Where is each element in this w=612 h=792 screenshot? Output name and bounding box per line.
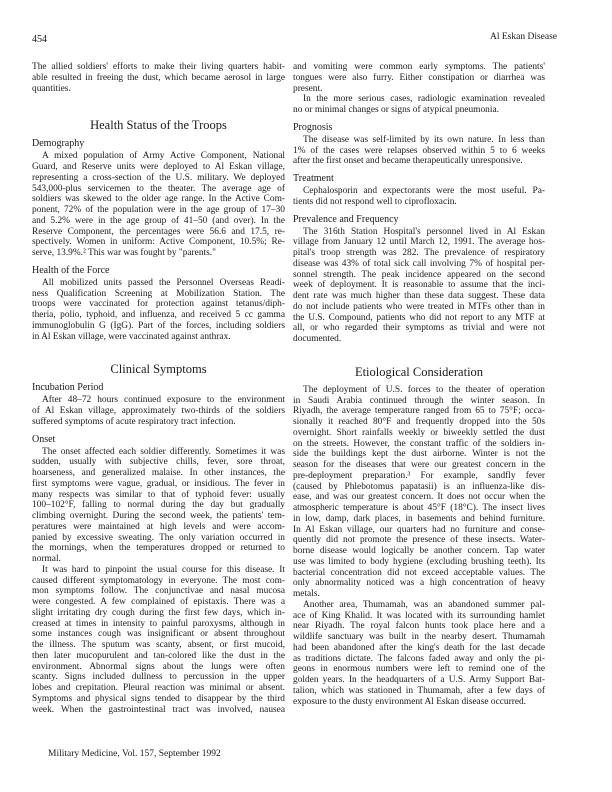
text-line: immunoglobulin G (IgG). Part of the forces, including soldiers: [32, 320, 285, 331]
section-title-health-status: Health Status of the Troops: [90, 118, 227, 133]
radiology-paragraph: [293, 94, 545, 116]
text-line: Another area, Thumamah, was an abandoned summer pal-: [303, 599, 545, 610]
section-title-etiological: Etiological Consideration: [354, 364, 484, 379]
text-line: peratures were maintained at high levels and were accom-: [32, 521, 285, 532]
onset-paragraph-2: [32, 565, 285, 716]
text-line: In Al Eskan village, our quarters had no furniture and conse-: [293, 524, 545, 535]
text-line: The 316th Station Hospital's personnel lived in Al Eskan: [303, 226, 545, 237]
text-line: in Al Eskan village, were vaccinated against anthrax.: [32, 331, 231, 342]
text-line: village from January 12 until March 12, 1991. The average hos-: [293, 237, 545, 248]
text-line: The onset affected each soldier differently. Sometimes it was: [42, 446, 285, 457]
text-line: The allied soldiers' efforts to make their living quarters habit-: [32, 62, 285, 72]
text-line: were congested. A few complained of epistaxis. There was a: [32, 597, 285, 607]
text-line: Reserve Component, the percentages were 56.6 and 17.5, re-: [32, 226, 285, 237]
text-line: environment. Abnormal signs about the lungs were often: [32, 661, 285, 672]
text-line: 100–102°F, falling to normal during the day but gradually: [32, 500, 285, 511]
text-line: present.: [293, 83, 323, 94]
text-line: The deployment of U.S. forces to the theater of operation: [303, 384, 545, 395]
text-line: and vomiting were common early symptoms. The patients': [293, 62, 545, 72]
text-line: tients did not respond well to ciprofloxacin.: [293, 196, 457, 207]
prognosis-paragraph: [293, 135, 545, 167]
text-line: wildlife sanctuary was built in the nearby desert. Thumamah: [293, 632, 545, 642]
etiological-paragraph-1: [293, 385, 545, 600]
text-line: and 5.2% were in the age group of 41–50 (and over). In the: [32, 215, 285, 226]
text-line: sonnel strength. The peak incidence appeared on the second: [293, 269, 545, 280]
subhead-health-of-force: Health of the Force: [32, 264, 110, 276]
text-line: It was hard to pinpoint the usual course for this disease. It: [42, 564, 285, 575]
text-line: After 48–72 hours continued exposure to the environment: [42, 395, 285, 406]
text-line: disease was 43% of total sick call involving 7% of hospital per-: [293, 258, 545, 269]
text-line: in low, damp, dark places, in basements and behind furniture.: [293, 513, 545, 524]
text-line: borne disease would logically be another concern. Tap water: [293, 546, 545, 556]
text-line: Symptoms and physical signs tended to disappear by the third: [32, 693, 285, 704]
text-line: on the streets. However, the constant traffic of the soldiers in-: [293, 438, 545, 449]
text-line: tongues were also furry. Either constipation or diarrhea was: [293, 72, 545, 83]
continuation-paragraph: [293, 62, 545, 94]
right-column: [293, 62, 545, 707]
text-line: scanty. Signs included dullness to percussion in the upper: [32, 672, 285, 683]
text-line: sionally it reached 80°F and frequently dropped into the 50s: [293, 417, 545, 427]
text-line: creased at times in intensity to painful paroxysms, although in: [32, 618, 285, 629]
text-line: spectively. Women in uniform: Active Component, 10.5%; Re-: [32, 237, 285, 248]
text-line: all, or who regarded their symptoms as trivial and were not: [293, 323, 545, 334]
text-line: hoarseness, and generalized malaise. In other instances, the: [32, 468, 285, 478]
text-line: no or minimal changes or signs of atypical pneumonia.: [293, 105, 499, 115]
text-line: documented.: [293, 334, 342, 344]
text-line: normal.: [32, 554, 61, 564]
text-line: some instances cough was insignificant or absent throughout: [32, 629, 285, 640]
text-line: of Al Eskan village, approximately two-thirds of the soldiers: [32, 406, 285, 416]
text-line: Guard, and Reserve units were deployed to Al Eskan village,: [32, 162, 285, 172]
subhead-demography: Demography: [32, 138, 85, 150]
running-head: Al Eskan Disease: [490, 32, 558, 42]
text-line: exposure to the dusty environment Al Eskan disease occurred.: [293, 696, 527, 707]
health-of-force-paragraph: [32, 278, 285, 343]
text-line: week. When the gastrointestinal tract was involved, nausea: [32, 704, 285, 715]
text-line: season for the diseases that were our greatest concern in the: [293, 460, 545, 470]
text-line: Cephalosporin and expectorants were the most useful. Pa-: [303, 186, 545, 196]
text-line: atmospheric temperature is about 45°F (18°C). The insect lives: [293, 503, 545, 513]
text-line: use was limited to body hygiene (excluding brushing teeth). Its: [293, 556, 545, 567]
text-line: ace of King Khalid. It was located with its surrounding hamlet: [293, 610, 545, 621]
text-line: slight irritating dry cough during the first few days, which in-: [32, 607, 285, 618]
text-line: many respects was similar to that of typhoid fever: usually: [32, 489, 285, 500]
text-line: The disease was self-limited by its own nature. In less than: [303, 134, 545, 145]
text-line: All mobilized units passed the Personnel Overseas Readi-: [42, 277, 285, 288]
text-line: after the first onset and became therapeutically unresponsive.: [293, 156, 523, 167]
onset-paragraph-1: [32, 447, 285, 565]
subhead-prognosis: Prognosis: [293, 121, 333, 133]
intro-paragraph: [32, 62, 285, 94]
section-title-clinical-symptoms: Clinical Symptoms: [110, 362, 207, 377]
text-line: lobes and crepitation. Pleural reaction was minimal or absent.: [32, 683, 285, 693]
page-number: 454: [32, 34, 47, 45]
text-line: talion, which was stationed in Thumamah, after a few days of: [293, 685, 545, 696]
text-line: panied by excessive sweating. The only variation occurred in: [32, 532, 285, 543]
text-line: had been abandoned after the king's death for the last decade: [293, 642, 545, 653]
text-line: able resulted in freeing the dust, which became aerosol in large: [32, 72, 285, 83]
text-line: A mixed population of Army Active Component, National: [42, 151, 285, 162]
text-line: side the buildings kept the dust airborne. Winter is not the: [293, 449, 545, 460]
text-line: golden years. In the headquarters of a U.S. Army Support Bat-: [293, 675, 545, 685]
text-line: caused different symptomatology in everyone. The most com-: [32, 575, 285, 586]
text-line: climbing overnight. During the second week, the patients' tem-: [32, 511, 285, 521]
demography-paragraph: [32, 151, 285, 259]
text-line: in Saudi Arabia continued through the winter season. In: [293, 395, 545, 406]
text-line: pital's troop strength was 282. The prevalence of respiratory: [293, 248, 545, 258]
text-line: mon symptoms follow. The conjunctivae and nasal mucosa: [32, 586, 285, 597]
text-line: bacterial concentration did not exceed acceptable values. The: [293, 567, 545, 578]
text-line: ness Qualification Screening at Mobilization Station. The: [32, 288, 285, 299]
text-line: overnight. Short rainfalls weekly or biweekly settled the dust: [293, 427, 545, 438]
text-line: soldiers was skewed to the older age range. In the Active Com-: [32, 194, 285, 205]
text-line: theria, polio, typhoid, and influenza, and received 5 cc gamma: [32, 310, 285, 320]
incubation-paragraph: [32, 395, 285, 427]
text-line: quently did not promote the presence of these insects. Water-: [293, 535, 545, 546]
text-line: then later mucopurulent and tan-colored like the dust in the: [32, 650, 285, 661]
text-line: ease, and was our greatest concern. It does not occur when the: [293, 492, 545, 503]
text-line: only abnormality noticed was a high concentration of heavy: [293, 578, 545, 589]
subhead-prevalence: Prevalence and Frequency: [293, 213, 399, 225]
text-line: the U.S. Compound, patients who did not report to any MTF at: [293, 312, 545, 323]
text-line: 543,000-plus servicemen to the theater. The average age of: [32, 183, 285, 194]
text-line: Riyadh, the average temperature ranged from 65 to 75°F; occa-: [293, 406, 545, 417]
subhead-incubation-period: Incubation Period: [32, 382, 104, 394]
text-line: the illness. The sputum was scanty, absent, or first mucoid,: [32, 640, 285, 650]
text-line: (caused by Phlebotomus papatasii) is an influenza-like dis-: [293, 481, 545, 492]
treatment-paragraph: [293, 186, 545, 208]
text-line: serve, 13.9%.² This war was fought by "parents.": [32, 248, 216, 258]
text-line: troops were vaccinated for protection against tetanus/diph-: [32, 299, 285, 310]
text-line: pre-deployment preparation.³ For example, sandfly fever: [293, 470, 545, 481]
text-line: dent rate was much higher than these data suggest. These data: [293, 291, 545, 301]
text-line: do not include patients who were treated in MTFs other than in: [293, 301, 545, 312]
text-line: ponent, 72% of the population were in the age group of 17–30: [32, 205, 285, 215]
text-line: In the more serious cases, radiologic examination revealed: [303, 94, 545, 105]
subhead-treatment: Treatment: [293, 173, 334, 184]
text-line: week of deployment. It is reasonable to assume that the inci-: [293, 280, 545, 291]
text-line: sudden, usually with subjective chills, fever, sore throat,: [32, 457, 285, 468]
text-line: the mornings, when the temperatures dropped or returned to: [32, 543, 285, 554]
text-line: 1% of the cases were relapses observed within 5 to 6 weeks: [293, 145, 545, 156]
etiological-paragraph-2: [293, 600, 545, 708]
text-line: near Riyadh. The royal falcon hunts took place here and a: [293, 621, 545, 632]
prevalence-paragraph: [293, 227, 545, 345]
subhead-onset: Onset: [32, 433, 56, 445]
left-column: [32, 62, 285, 715]
text-line: as traditions dictate. The falcons faded away and only the pi-: [293, 653, 545, 664]
text-line: representing a cross-section of the U.S. military. We deployed: [32, 172, 285, 183]
text-line: metals.: [293, 589, 320, 599]
text-line: suffered symptoms of acute respiratory tract infection.: [32, 416, 236, 427]
text-line: quantities.: [32, 83, 71, 94]
text-line: geons in enormous numbers were left to remind one of the: [293, 664, 545, 675]
footer-citation: Military Medicine, Vol. 157, September 1992: [48, 749, 221, 759]
text-line: first symptoms were vague, gradual, or insidious. The fever in: [32, 478, 285, 489]
